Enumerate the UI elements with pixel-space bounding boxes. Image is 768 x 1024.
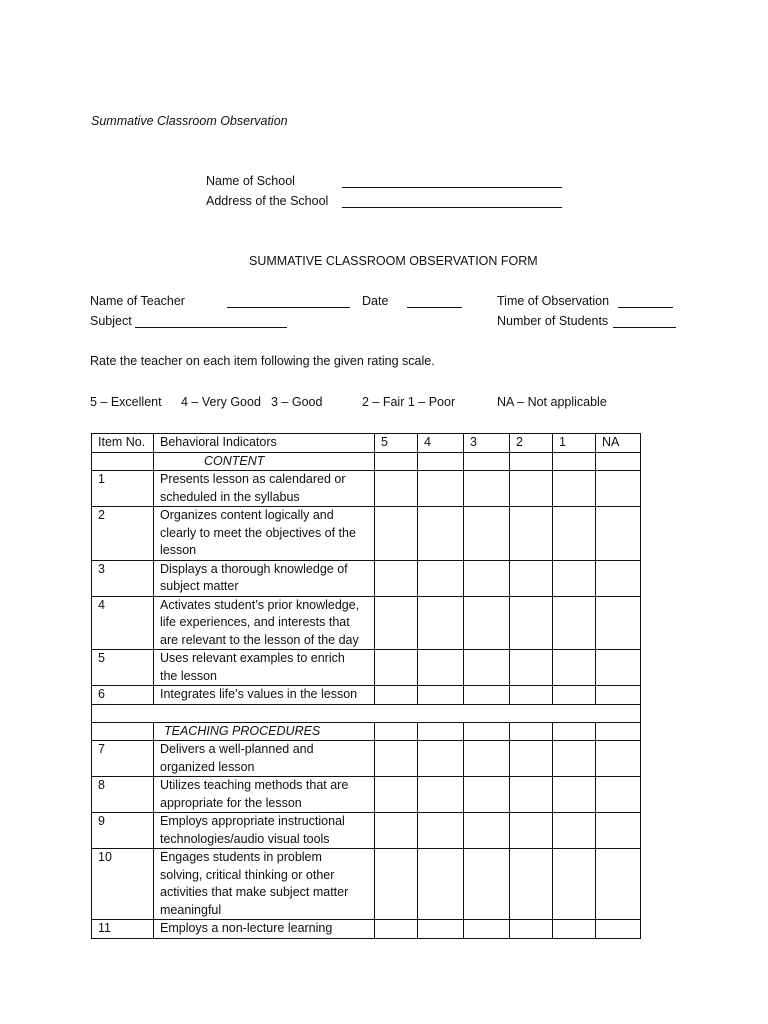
rating-cell-4[interactable] (418, 686, 464, 705)
header-rating-3: 3 (464, 434, 510, 453)
section-procedures-rating-cell[interactable] (418, 722, 464, 741)
table-row (92, 920, 641, 939)
instruction-text: Rate the teacher on each item following the given rating scale. (90, 354, 435, 368)
item-indicator-line: technologies/audio visual tools (160, 831, 330, 846)
item-indicator (154, 686, 375, 705)
section-content-rating-cell[interactable] (464, 452, 510, 471)
item-indicator-line: Uses relevant examples to enrich (160, 651, 345, 665)
rating-cell-2[interactable] (510, 813, 553, 849)
subject-label: Subject (90, 314, 132, 328)
section-procedures-rating-cell[interactable] (375, 722, 418, 741)
section-content-rating-cell[interactable] (596, 452, 641, 471)
header-rating-na: NA (596, 434, 641, 453)
item-indicator-line: Integrates life’s values in the lesson (160, 687, 358, 701)
rating-cell-5[interactable] (375, 507, 418, 561)
item-indicator-line: Delivers a well-planned and (160, 742, 314, 756)
rating-cell-na[interactable] (596, 596, 641, 650)
table-header-row (92, 434, 641, 453)
item-number: 7 (92, 741, 154, 777)
rating-cell-na[interactable] (596, 507, 641, 561)
item-indicator-line: Presents lesson as calendared or (160, 472, 346, 486)
item-indicator-line: are relevant to the lesson of the day (160, 632, 359, 647)
rating-cell-1[interactable] (553, 596, 596, 650)
section-procedures-rating-cell[interactable] (464, 722, 510, 741)
item-indicator-line: activities that make subject matter (160, 885, 349, 899)
rating-cell-5[interactable] (375, 560, 418, 596)
rating-cell-3[interactable] (464, 560, 510, 596)
rating-cell-na[interactable] (596, 849, 641, 920)
rating-cell-2[interactable] (510, 777, 553, 813)
item-indicator (154, 777, 375, 813)
table-row (92, 507, 641, 561)
rating-cell-3[interactable] (464, 686, 510, 705)
rating-cell-4[interactable] (418, 560, 464, 596)
section-content-blank (92, 452, 154, 471)
rating-cell-2[interactable] (510, 920, 553, 939)
item-indicator (154, 920, 375, 939)
spacer-row (92, 704, 641, 722)
item-number: 9 (92, 813, 154, 849)
observation-table (91, 433, 641, 939)
students-label: Number of Students (497, 314, 609, 328)
section-content-rating-cell[interactable] (418, 452, 464, 471)
rating-cell-4[interactable] (418, 471, 464, 507)
item-indicator (154, 849, 375, 920)
rating-cell-na[interactable] (596, 471, 641, 507)
rating-cell-5[interactable] (375, 686, 418, 705)
rating-cell-2[interactable] (510, 849, 553, 920)
header-rating-4: 4 (418, 434, 464, 453)
rating-cell-3[interactable] (464, 650, 510, 686)
item-indicator (154, 596, 375, 650)
rating-cell-1[interactable] (553, 507, 596, 561)
date-line[interactable] (407, 296, 462, 308)
rating-cell-na[interactable] (596, 650, 641, 686)
rating-cell-3[interactable] (464, 471, 510, 507)
rating-cell-na[interactable] (596, 920, 641, 939)
spacer-cell (92, 704, 641, 722)
item-indicator-line: Engages students in problem (160, 850, 322, 864)
subject-line[interactable] (135, 316, 287, 328)
rating-cell-4[interactable] (418, 596, 464, 650)
rating-cell-5[interactable] (375, 849, 418, 920)
item-number: 11 (92, 920, 154, 939)
table-row (92, 596, 641, 650)
rating-cell-4[interactable] (418, 849, 464, 920)
date-label: Date (362, 294, 389, 308)
table-row (92, 813, 641, 849)
scale-excellent: 5 – Excellent (90, 395, 162, 409)
rating-cell-na[interactable] (596, 741, 641, 777)
section-procedures-blank (92, 722, 154, 741)
rating-cell-4[interactable] (418, 741, 464, 777)
item-indicator (154, 741, 375, 777)
rating-cell-na[interactable] (596, 777, 641, 813)
item-number: 1 (92, 471, 154, 507)
rating-cell-1[interactable] (553, 686, 596, 705)
rating-cell-na[interactable] (596, 686, 641, 705)
section-procedures-row (92, 722, 641, 741)
rating-cell-1[interactable] (553, 777, 596, 813)
rating-cell-2[interactable] (510, 507, 553, 561)
item-indicator-line: scheduled in the syllabus (160, 489, 300, 504)
header-rating-2: 2 (510, 434, 553, 453)
item-indicator (154, 471, 375, 507)
table-row (92, 686, 641, 705)
item-indicator-line: clearly to meet the objectives of the (160, 525, 356, 540)
header-behavioral-indicators: Behavioral Indicators (154, 434, 375, 453)
rating-cell-na[interactable] (596, 560, 641, 596)
item-indicator-line: appropriate for the lesson (160, 795, 302, 810)
item-indicator-line: Organizes content logically and (160, 508, 334, 522)
students-line[interactable] (613, 316, 676, 328)
school-name-label: Name of School (206, 174, 295, 188)
item-indicator-line: Employs a non-lecture learning (160, 921, 333, 935)
rating-cell-3[interactable] (464, 741, 510, 777)
item-indicator-line: Utilizes teaching methods that are (160, 778, 349, 792)
rating-cell-3[interactable] (464, 920, 510, 939)
time-label: Time of Observation (497, 294, 610, 308)
scale-fair-poor: 2 – Fair 1 – Poor (362, 395, 456, 409)
school-address-label: Address of the School (206, 194, 329, 208)
rating-cell-4[interactable] (418, 920, 464, 939)
item-indicator (154, 507, 375, 561)
rating-cell-2[interactable] (510, 650, 553, 686)
item-number: 10 (92, 849, 154, 920)
section-content-rating-cell[interactable] (553, 452, 596, 471)
teacher-line[interactable] (227, 296, 350, 308)
item-indicator-line: lesson (160, 543, 197, 557)
rating-cell-1[interactable] (553, 741, 596, 777)
header-item-no: Item No. (92, 434, 154, 453)
item-number: 5 (92, 650, 154, 686)
scale-very-good: 4 – Very Good (181, 395, 261, 409)
table-row (92, 471, 641, 507)
form-title: SUMMATIVE CLASSROOM OBSERVATION FORM (249, 254, 538, 268)
item-number: 3 (92, 560, 154, 596)
rating-cell-2[interactable] (510, 596, 553, 650)
table-row (92, 650, 641, 686)
rating-cell-4[interactable] (418, 777, 464, 813)
school-address-line[interactable] (342, 196, 562, 208)
rating-cell-5[interactable] (375, 650, 418, 686)
table-row (92, 849, 641, 920)
item-number: 2 (92, 507, 154, 561)
item-indicator-line: Displays a thorough knowledge of (160, 561, 348, 576)
item-indicator-line: solving, critical thinking or other (160, 867, 335, 882)
rating-cell-1[interactable] (553, 813, 596, 849)
section-procedures-rating-cell[interactable] (553, 722, 596, 741)
rating-cell-2[interactable] (510, 471, 553, 507)
item-indicator-line: the lesson (160, 668, 217, 683)
document-title: Summative Classroom Observation (91, 114, 288, 128)
table-row (92, 741, 641, 777)
section-content-row (92, 452, 641, 471)
scale-na: NA – Not applicable (497, 395, 607, 409)
table-row (92, 560, 641, 596)
rating-cell-2[interactable] (510, 686, 553, 705)
table-row (92, 777, 641, 813)
rating-cell-5[interactable] (375, 777, 418, 813)
section-procedures-rating-cell[interactable] (596, 722, 641, 741)
rating-cell-2[interactable] (510, 560, 553, 596)
time-line[interactable] (618, 296, 673, 308)
header-rating-1: 1 (553, 434, 596, 453)
scale-good: 3 – Good (271, 395, 323, 409)
rating-cell-1[interactable] (553, 560, 596, 596)
rating-cell-5[interactable] (375, 920, 418, 939)
rating-cell-5[interactable] (375, 596, 418, 650)
item-indicator-line: life experiences, and interests that (160, 615, 350, 629)
item-indicator-line: subject matter (160, 579, 239, 593)
section-procedures-rating-cell[interactable] (510, 722, 553, 741)
rating-cell-1[interactable] (553, 849, 596, 920)
school-name-line[interactable] (342, 176, 562, 188)
rating-cell-5[interactable] (375, 471, 418, 507)
teacher-label: Name of Teacher (90, 294, 185, 308)
rating-cell-4[interactable] (418, 507, 464, 561)
rating-cell-3[interactable] (464, 507, 510, 561)
rating-cell-3[interactable] (464, 777, 510, 813)
rating-cell-5[interactable] (375, 741, 418, 777)
rating-cell-1[interactable] (553, 650, 596, 686)
rating-cell-4[interactable] (418, 813, 464, 849)
rating-cell-1[interactable] (553, 471, 596, 507)
rating-cell-3[interactable] (464, 849, 510, 920)
section-content-title: CONTENT (154, 452, 375, 471)
rating-cell-1[interactable] (553, 920, 596, 939)
rating-cell-5[interactable] (375, 813, 418, 849)
item-indicator-line: Employs appropriate instructional (160, 814, 345, 828)
item-indicator-line: organized lesson (160, 759, 255, 774)
rating-cell-2[interactable] (510, 741, 553, 777)
rating-cell-3[interactable] (464, 813, 510, 849)
rating-cell-3[interactable] (464, 596, 510, 650)
item-indicator (154, 650, 375, 686)
rating-cell-4[interactable] (418, 650, 464, 686)
item-number: 8 (92, 777, 154, 813)
item-indicator-line: Activates student’s prior knowledge, (160, 597, 360, 612)
section-content-rating-cell[interactable] (375, 452, 418, 471)
item-indicator (154, 813, 375, 849)
header-rating-5: 5 (375, 434, 418, 453)
item-number: 4 (92, 596, 154, 650)
rating-cell-na[interactable] (596, 813, 641, 849)
item-indicator-line: meaningful (160, 902, 222, 917)
section-content-rating-cell[interactable] (510, 452, 553, 471)
item-number: 6 (92, 686, 154, 705)
section-procedures-title: TEACHING PROCEDURES (154, 722, 375, 741)
item-indicator (154, 560, 375, 596)
